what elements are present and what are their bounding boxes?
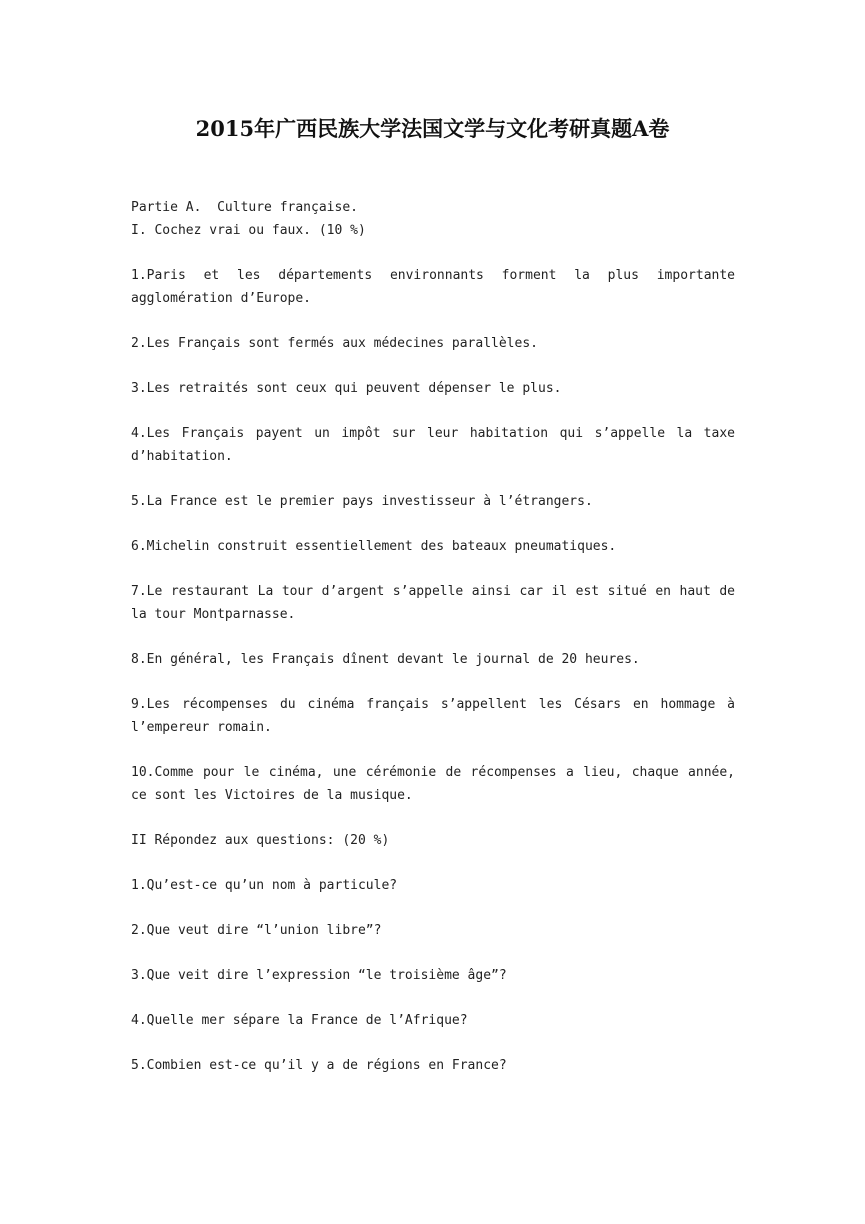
spacer (131, 807, 735, 829)
question-item: 9.Les récompenses du cinéma français s’appellent les Césars en hommage à l’empereur romain. (131, 697, 735, 735)
question-item: 1.Qu’est-ce qu’un nom à particule? (131, 878, 398, 893)
question-item: 8.En général, les Français dînent devant le journal de 20 heures. (131, 652, 640, 667)
spacer (131, 987, 735, 1009)
question-item: 1.Paris et les départements environnants forment la plus importante agglomération d’Europe. (131, 268, 735, 306)
spacer (131, 310, 735, 332)
spacer (131, 558, 735, 580)
question-item: 4.Les Français payent un impôt sur leur habitation qui s’appelle la taxe d’habitation. (131, 426, 735, 464)
question-item: 5.La France est le premier pays investisseur à l’étrangers. (131, 494, 593, 509)
spacer (131, 468, 735, 490)
section2-heading: II Répondez aux questions: (20 %) (131, 833, 390, 848)
spacer (131, 1032, 735, 1054)
question-item: 4.Quelle mer sépare la France de l’Afrique? (131, 1013, 468, 1028)
spacer (131, 400, 735, 422)
section1-heading: I. Cochez vrai ou faux. (10 %) (131, 223, 366, 238)
question-item: 10.Comme pour le cinéma, une cérémonie de récompenses a lieu, chaque année, ce sont les Victoires de la musique. (131, 765, 735, 803)
question-item: 5.Combien est-ce qu’il y a de régions en France? (131, 1058, 507, 1073)
spacer (131, 739, 735, 761)
question-item: 6.Michelin construit essentiellement des bateaux pneumatiques. (131, 539, 617, 554)
question-item: 3.Que veit dire l’expression “le troisième âge”? (131, 968, 507, 983)
spacer (131, 513, 735, 535)
question-item: 2.Que veut dire “l’union libre”? (131, 923, 382, 938)
spacer (131, 897, 735, 919)
spacer (131, 355, 735, 377)
spacer (131, 242, 735, 264)
question-item: 2.Les Français sont fermés aux médecines parallèles. (131, 336, 538, 351)
spacer (131, 626, 735, 648)
question-item: 7.Le restaurant La tour d’argent s’appelle ainsi car il est situé en haut de la tour Montparnasse. (131, 584, 735, 622)
document-body (131, 196, 735, 1077)
spacer (131, 852, 735, 874)
spacer (131, 942, 735, 964)
partie-heading: Partie A. Culture française. (131, 200, 358, 215)
spacer (131, 671, 735, 693)
page-title: 2015年广西民族大学法国文学与文化考研真题A卷 (195, 116, 670, 141)
question-item: 3.Les retraités sont ceux qui peuvent dépenser le plus. (131, 381, 562, 396)
